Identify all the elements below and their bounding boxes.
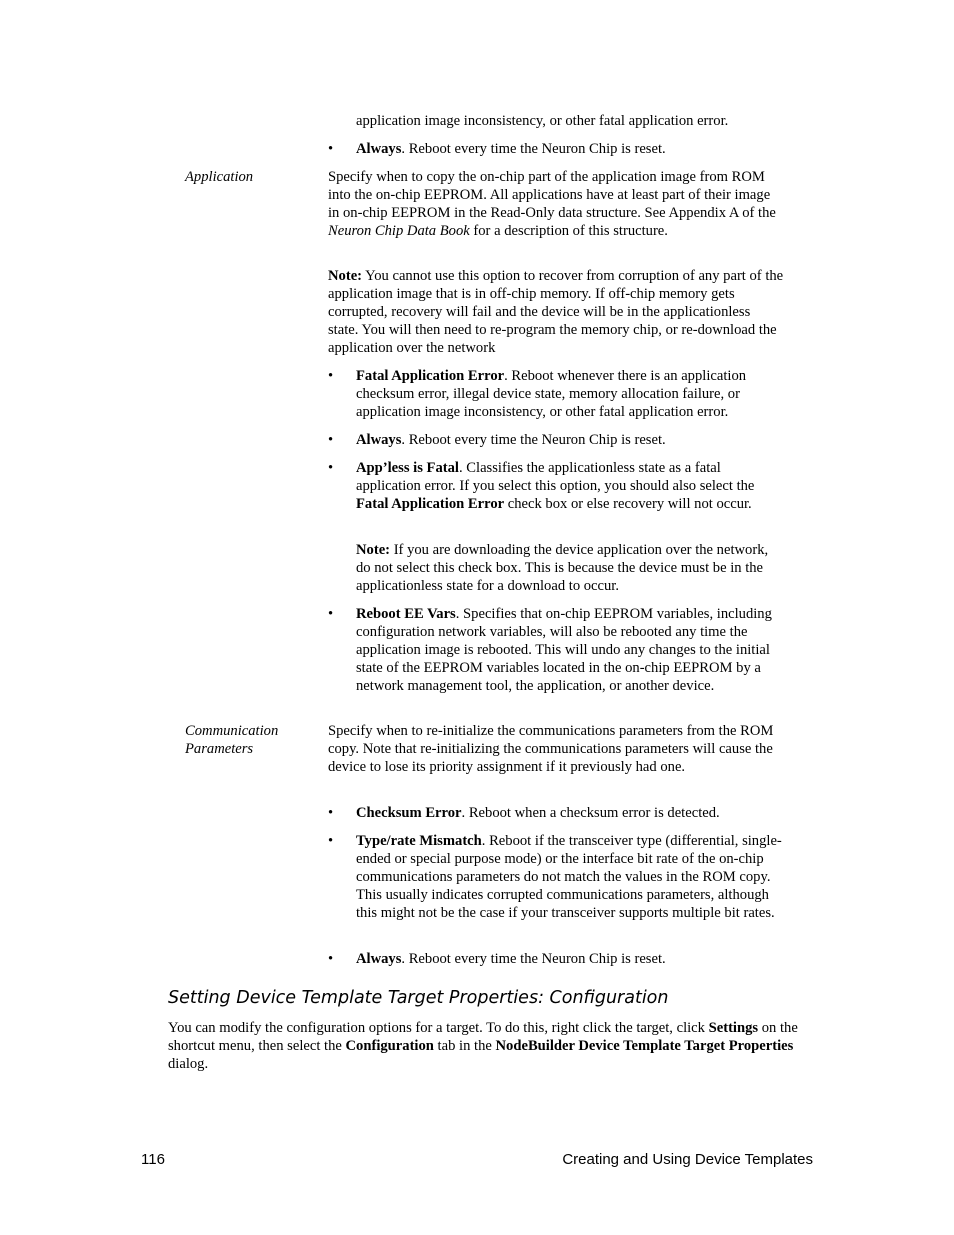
book-title: Neuron Chip Data Book <box>328 223 470 239</box>
section-intro: You can modify the configuration options for a target. To do this, right click the target, click Settings on the shortcut menu, then select the Configuration tab in the NodeBuilder Device Template Target Properties dialog. <box>168 1020 798 1072</box>
continuation-text: application image inconsistency, or other fatal application error. <box>356 113 729 129</box>
bullet-glyph: • <box>328 141 334 157</box>
bullet-term: Always <box>356 141 402 157</box>
page-number: 116 <box>141 1151 165 1168</box>
application-description: Specify when to copy the on-chip part of the application image from ROM into the on-chip EEPROM. All applications have at least part of their image in on-chip EEPROM in the Read-Only data structure. See Appendix A of the Neuron Chip Data Book for a description of this structure. <box>328 169 776 239</box>
application-label: Application <box>185 169 254 185</box>
application-note: Note: You cannot use this option to recover from corruption of any part of the application image that is in off-chip memory. If off-chip memory gets corrupted, recovery will fail and the device will be in the applicationless state. You will then need to re-program the memory chip, or re-download the application over the network <box>328 268 784 356</box>
subnote: Note: If you are downloading the device application over the network, do not select this check box. This is because the device must be in the applicationless state for a download to occur. <box>356 542 769 594</box>
footer-chapter: Creating and Using Device Templates <box>562 1151 813 1168</box>
comm-description: Specify when to re-initialize the communications parameters from the ROM copy. Note that re-initializing the communications parameters will cause the device to lose its priority assignment if it previously had one. <box>328 723 774 775</box>
note-label: Note: <box>328 268 363 284</box>
comm-label: Communication Parameters <box>185 723 279 757</box>
section-heading: Setting Device Template Target Properties: Configuration <box>168 988 669 1008</box>
